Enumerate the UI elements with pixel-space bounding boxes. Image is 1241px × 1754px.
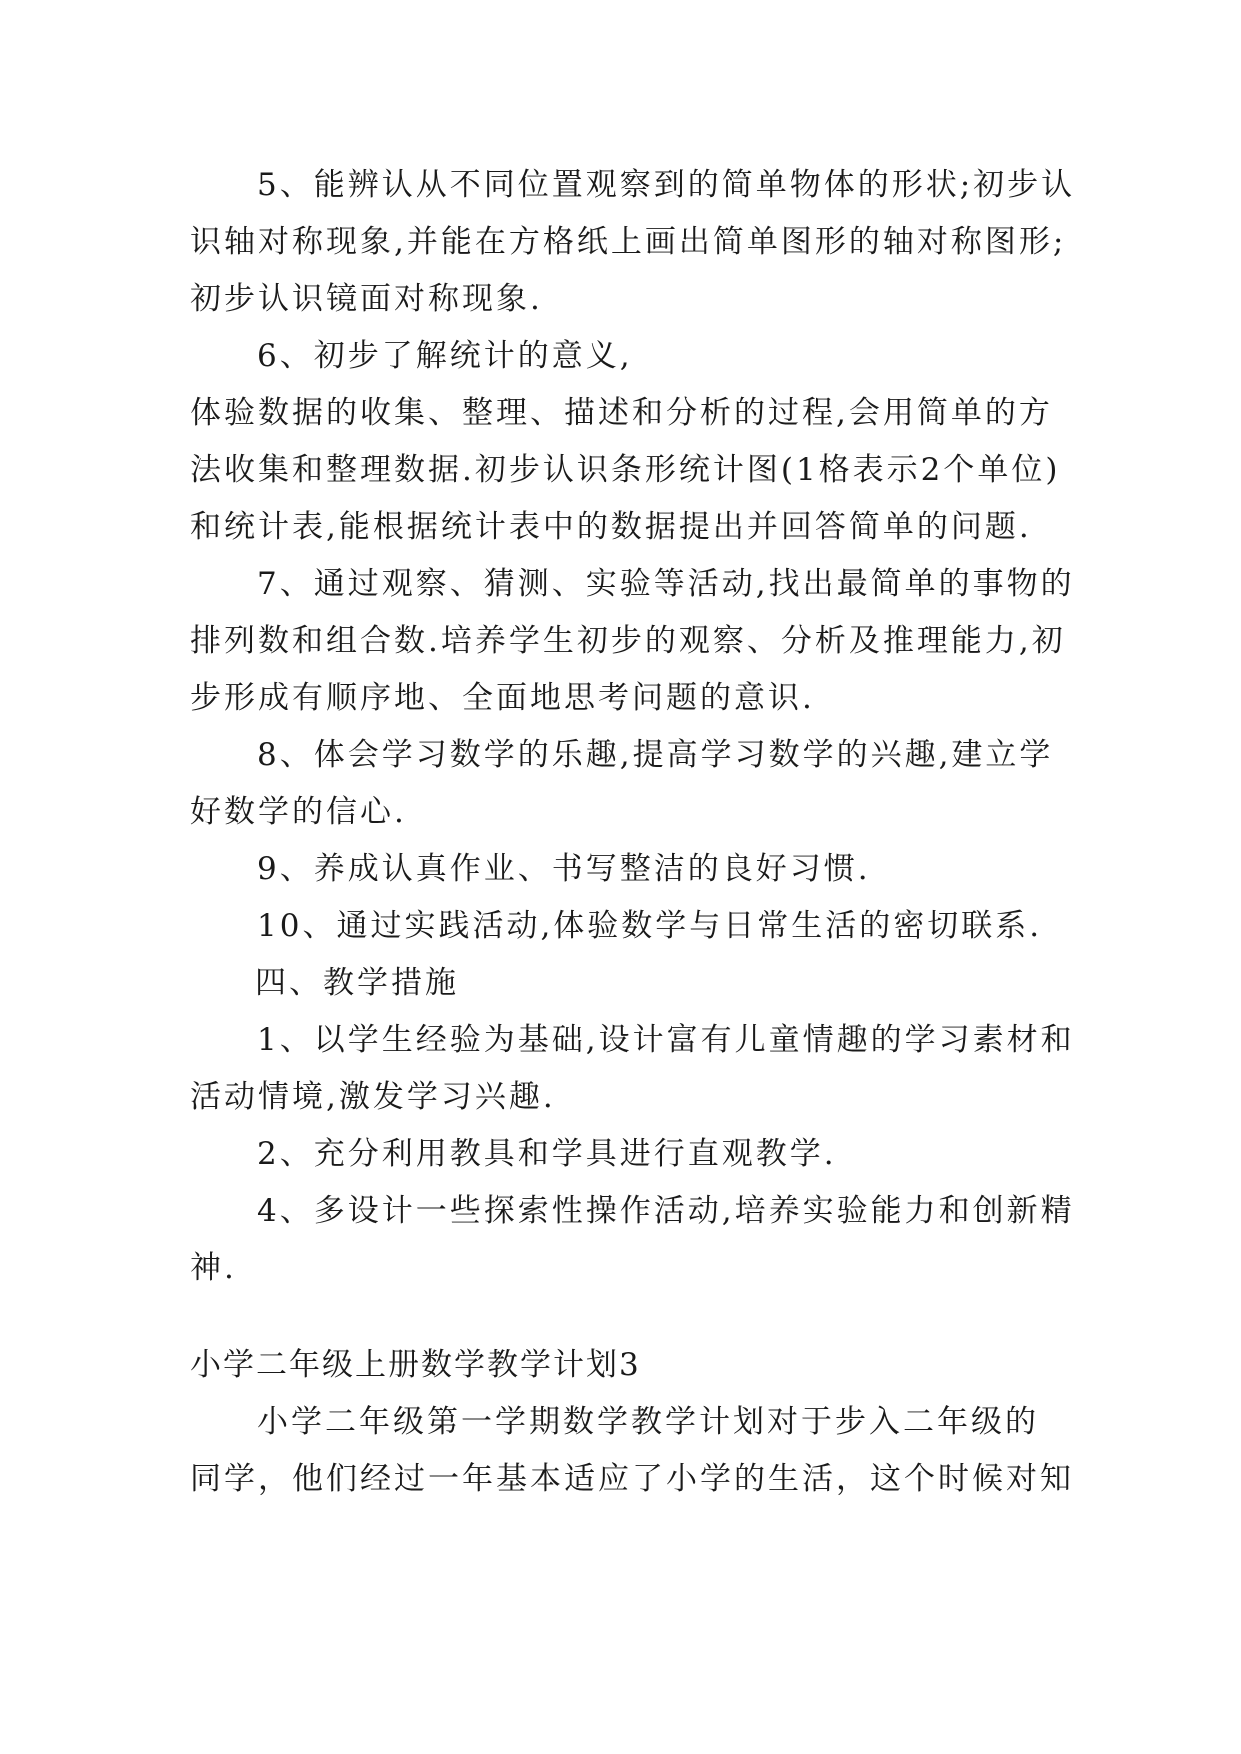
document-title: 小学二年级上册数学教学计划3 bbox=[190, 1347, 641, 1383]
paragraph-line: 5、能辨认从不同位置观察到的简单物体的形状;初步认 bbox=[257, 167, 1076, 203]
paragraph-line: 8、体会学习数学的乐趣,提高学习数学的兴趣,建立学 bbox=[257, 737, 1054, 773]
paragraph-line: 步形成有顺序地、全面地思考问题的意识. bbox=[190, 680, 815, 716]
paragraph-line: 和统计表,能根据统计表中的数据提出并回答简单的问题. bbox=[190, 509, 1032, 545]
paragraph-line: 6、初步了解统计的意义, bbox=[257, 338, 633, 374]
paragraph-line: 初步认识镜面对称现象. bbox=[190, 281, 543, 317]
paragraph-line: 神. bbox=[190, 1250, 237, 1286]
paragraph-line: 10、通过实践活动,体验数学与日常生活的密切联系. bbox=[257, 908, 1043, 944]
paragraph-line: 7、通过观察、猜测、实验等活动,找出最简单的事物的 bbox=[257, 566, 1075, 602]
paragraph-line: 4、多设计一些探索性操作活动,培养实验能力和创新精 bbox=[257, 1193, 1075, 1229]
paragraph-line: 小学二年级第一学期数学教学计划对于步入二年级的 bbox=[257, 1404, 1039, 1440]
paragraph-line: 法收集和整理数据.初步认识条形统计图(1格表示2个单位) bbox=[190, 452, 1061, 488]
paragraph-line: 2、充分利用教具和学具进行直观教学. bbox=[257, 1136, 837, 1172]
paragraph-line: 同学，他们经过一年基本适应了小学的生活，这个时候对知 bbox=[190, 1461, 1074, 1497]
paragraph-line: 体验数据的收集、整理、描述和分析的过程,会用简单的方 bbox=[190, 395, 1053, 431]
section-heading: 四、教学措施 bbox=[255, 965, 459, 1001]
paragraph-line: 活动情境,激发学习兴趣. bbox=[190, 1079, 556, 1115]
paragraph-line: 好数学的信心. bbox=[190, 794, 407, 830]
paragraph-line: 9、养成认真作业、书写整洁的良好习惯. bbox=[257, 851, 871, 887]
paragraph-line: 识轴对称现象,并能在方格纸上画出简单图形的轴对称图形; bbox=[190, 224, 1067, 260]
paragraph-line: 1、以学生经验为基础,设计富有儿童情趣的学习素材和 bbox=[257, 1022, 1075, 1058]
paragraph-line: 排列数和组合数.培养学生初步的观察、分析及推理能力,初 bbox=[190, 623, 1066, 659]
